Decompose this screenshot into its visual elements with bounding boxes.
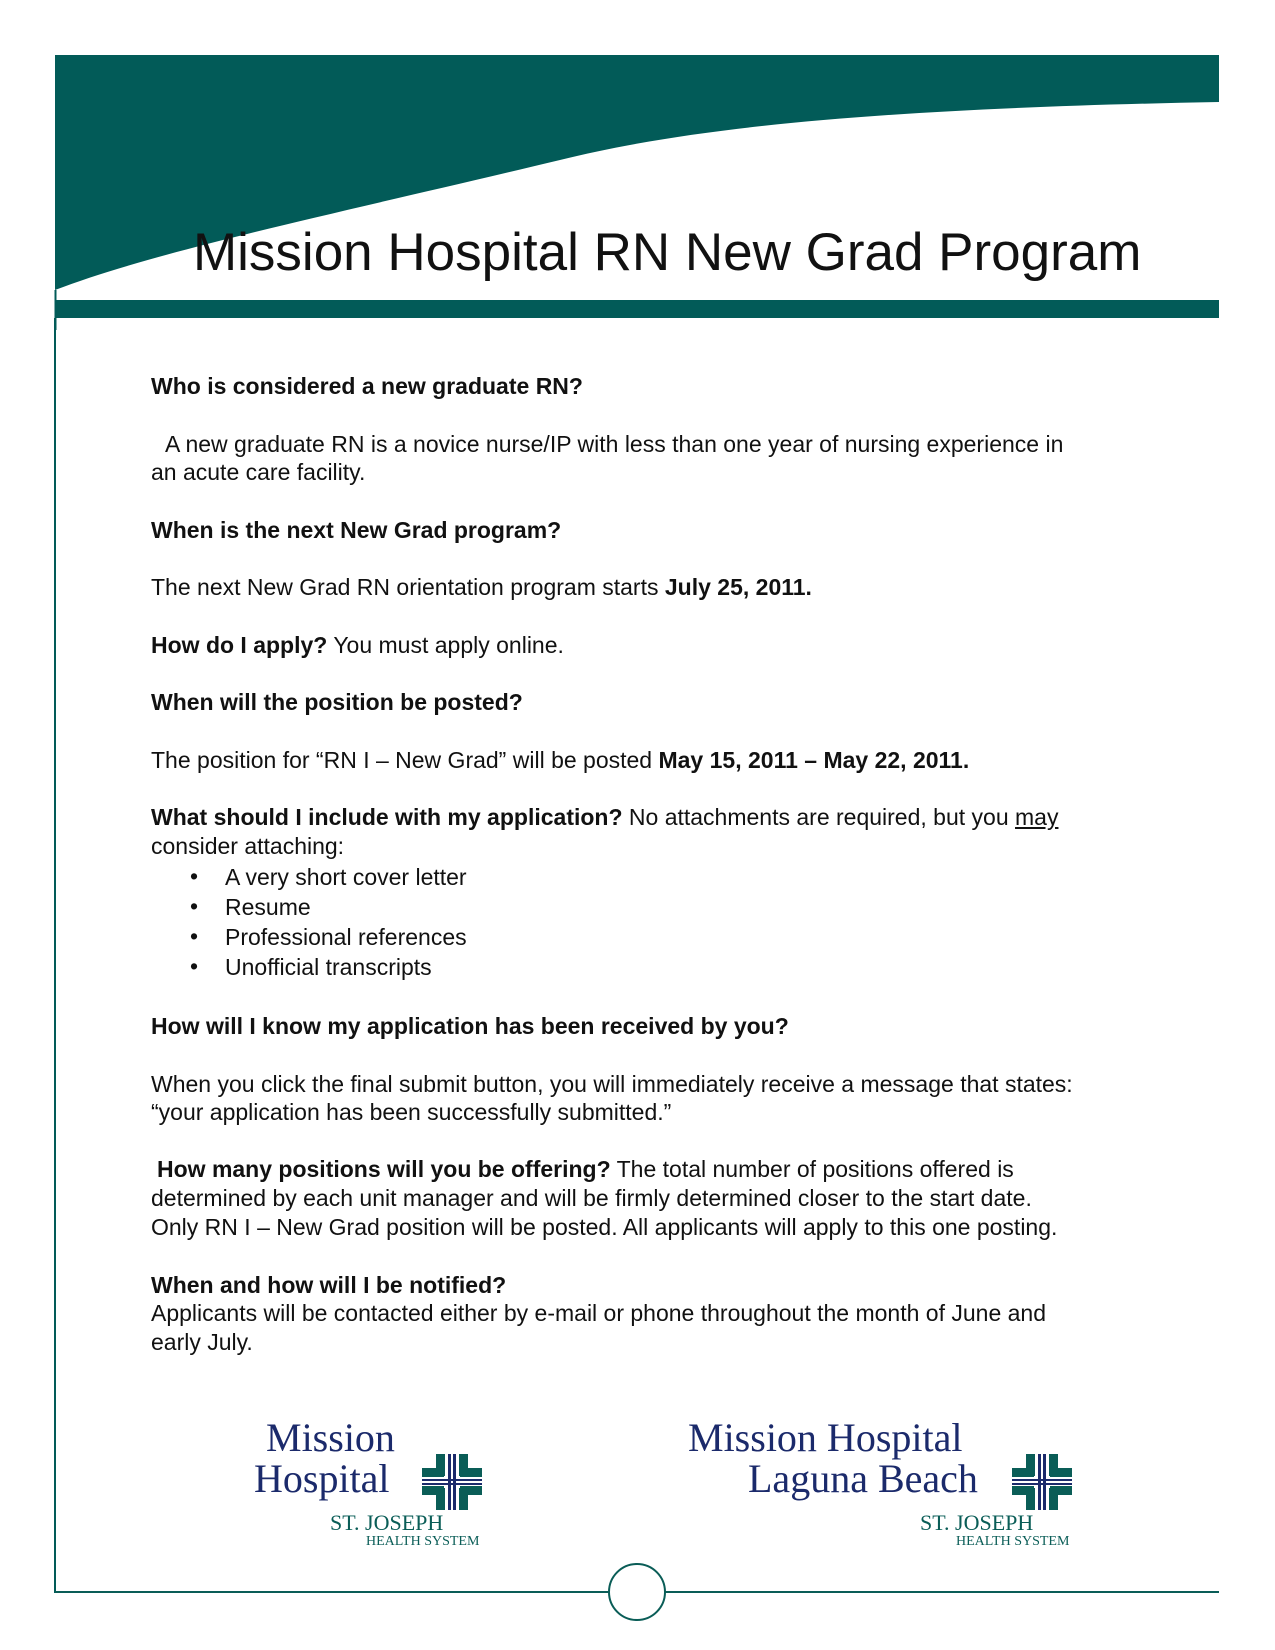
- question-new-grad: Who is considered a new graduate RN?: [151, 373, 583, 399]
- logo-line1: Mission Hospital: [688, 1415, 963, 1460]
- answer-positions-3: Only RN I – New Grad position will be posted. All applicants will apply to this one posting.: [151, 1214, 1058, 1240]
- logo-line1: Mission: [266, 1415, 395, 1460]
- question-notified: When and how will I be notified?: [151, 1272, 507, 1298]
- list-item: Unofficial transcripts: [225, 954, 432, 980]
- logo-sub1: ST. JOSEPH: [920, 1510, 1034, 1535]
- answer-notified-2: early July.: [151, 1329, 253, 1355]
- logo-sub2: HEALTH SYSTEM: [956, 1534, 1070, 1549]
- positions-paragraph: [157, 1155, 1014, 1183]
- may-underlined: may: [1015, 804, 1059, 830]
- mission-hospital-logo: [250, 1415, 490, 1558]
- answer-apply: You must apply online.: [327, 632, 564, 658]
- answer-received-2: “your application has been successfully submitted.”: [151, 1099, 672, 1125]
- answer-positions-2: determined by each unit manager and will be firmly determined closer to the start date.: [151, 1185, 1032, 1211]
- question-received: How will I know my application has been received by you?: [151, 1013, 789, 1039]
- include-line2: consider attaching:: [151, 833, 345, 859]
- answer-next-program: [151, 573, 812, 601]
- footer-rule: [0, 1555, 1275, 1635]
- question-apply: How do I apply?: [151, 632, 328, 658]
- question-posting: When will the position be posted?: [151, 689, 523, 715]
- cross-icon: [1012, 1454, 1072, 1510]
- answer-new-grad-1: A new graduate RN is a novice nurse/IP with less than one year of nursing experience in: [165, 431, 1064, 457]
- posting-dates: May 15, 2011 – May 22, 2011.: [658, 747, 970, 773]
- logo-sub2: HEALTH SYSTEM: [366, 1534, 480, 1549]
- answer-text: The next New Grad RN orientation program starts: [151, 574, 665, 600]
- list-item: A very short cover letter: [225, 864, 467, 890]
- bullet-icon: •: [190, 893, 199, 919]
- page-title: Mission Hospital RN New Grad Program: [193, 223, 1142, 282]
- cross-icon: [422, 1454, 482, 1510]
- mission-hospital-laguna-beach-logo: [688, 1415, 1078, 1558]
- bullet-icon: •: [190, 863, 199, 889]
- answer-text: The total number of positions offered is: [610, 1156, 1014, 1182]
- page-frame-left: [54, 318, 56, 1593]
- logo-line2: Laguna Beach: [748, 1456, 978, 1501]
- question-include: What should I include with my application?: [151, 804, 623, 830]
- logo-sub1: ST. JOSEPH: [330, 1510, 444, 1535]
- question-next-program: When is the next New Grad program?: [151, 517, 562, 543]
- apply-paragraph: [151, 631, 564, 659]
- logo-line2: Hospital: [254, 1456, 390, 1501]
- answer-received-1: When you click the final submit button, you will immediately receive a message that states:: [151, 1071, 1073, 1097]
- list-item: Resume: [225, 894, 311, 920]
- answer-new-grad-2: an acute care facility.: [151, 459, 366, 485]
- question-positions: How many positions will you be offering?: [157, 1156, 611, 1182]
- answer-text: No attachments are required, but you: [622, 804, 1016, 830]
- start-date: July 25, 2011.: [664, 574, 812, 600]
- bullet-icon: •: [190, 953, 199, 979]
- list-item: Professional references: [225, 924, 467, 950]
- answer-notified-1: Applicants will be contacted either by e-mail or phone throughout the month of June and: [151, 1300, 1047, 1326]
- include-paragraph: [151, 803, 1058, 831]
- bullet-icon: •: [190, 923, 199, 949]
- answer-text: The position for “RN I – New Grad” will be posted: [151, 747, 659, 773]
- answer-posting: [151, 746, 969, 774]
